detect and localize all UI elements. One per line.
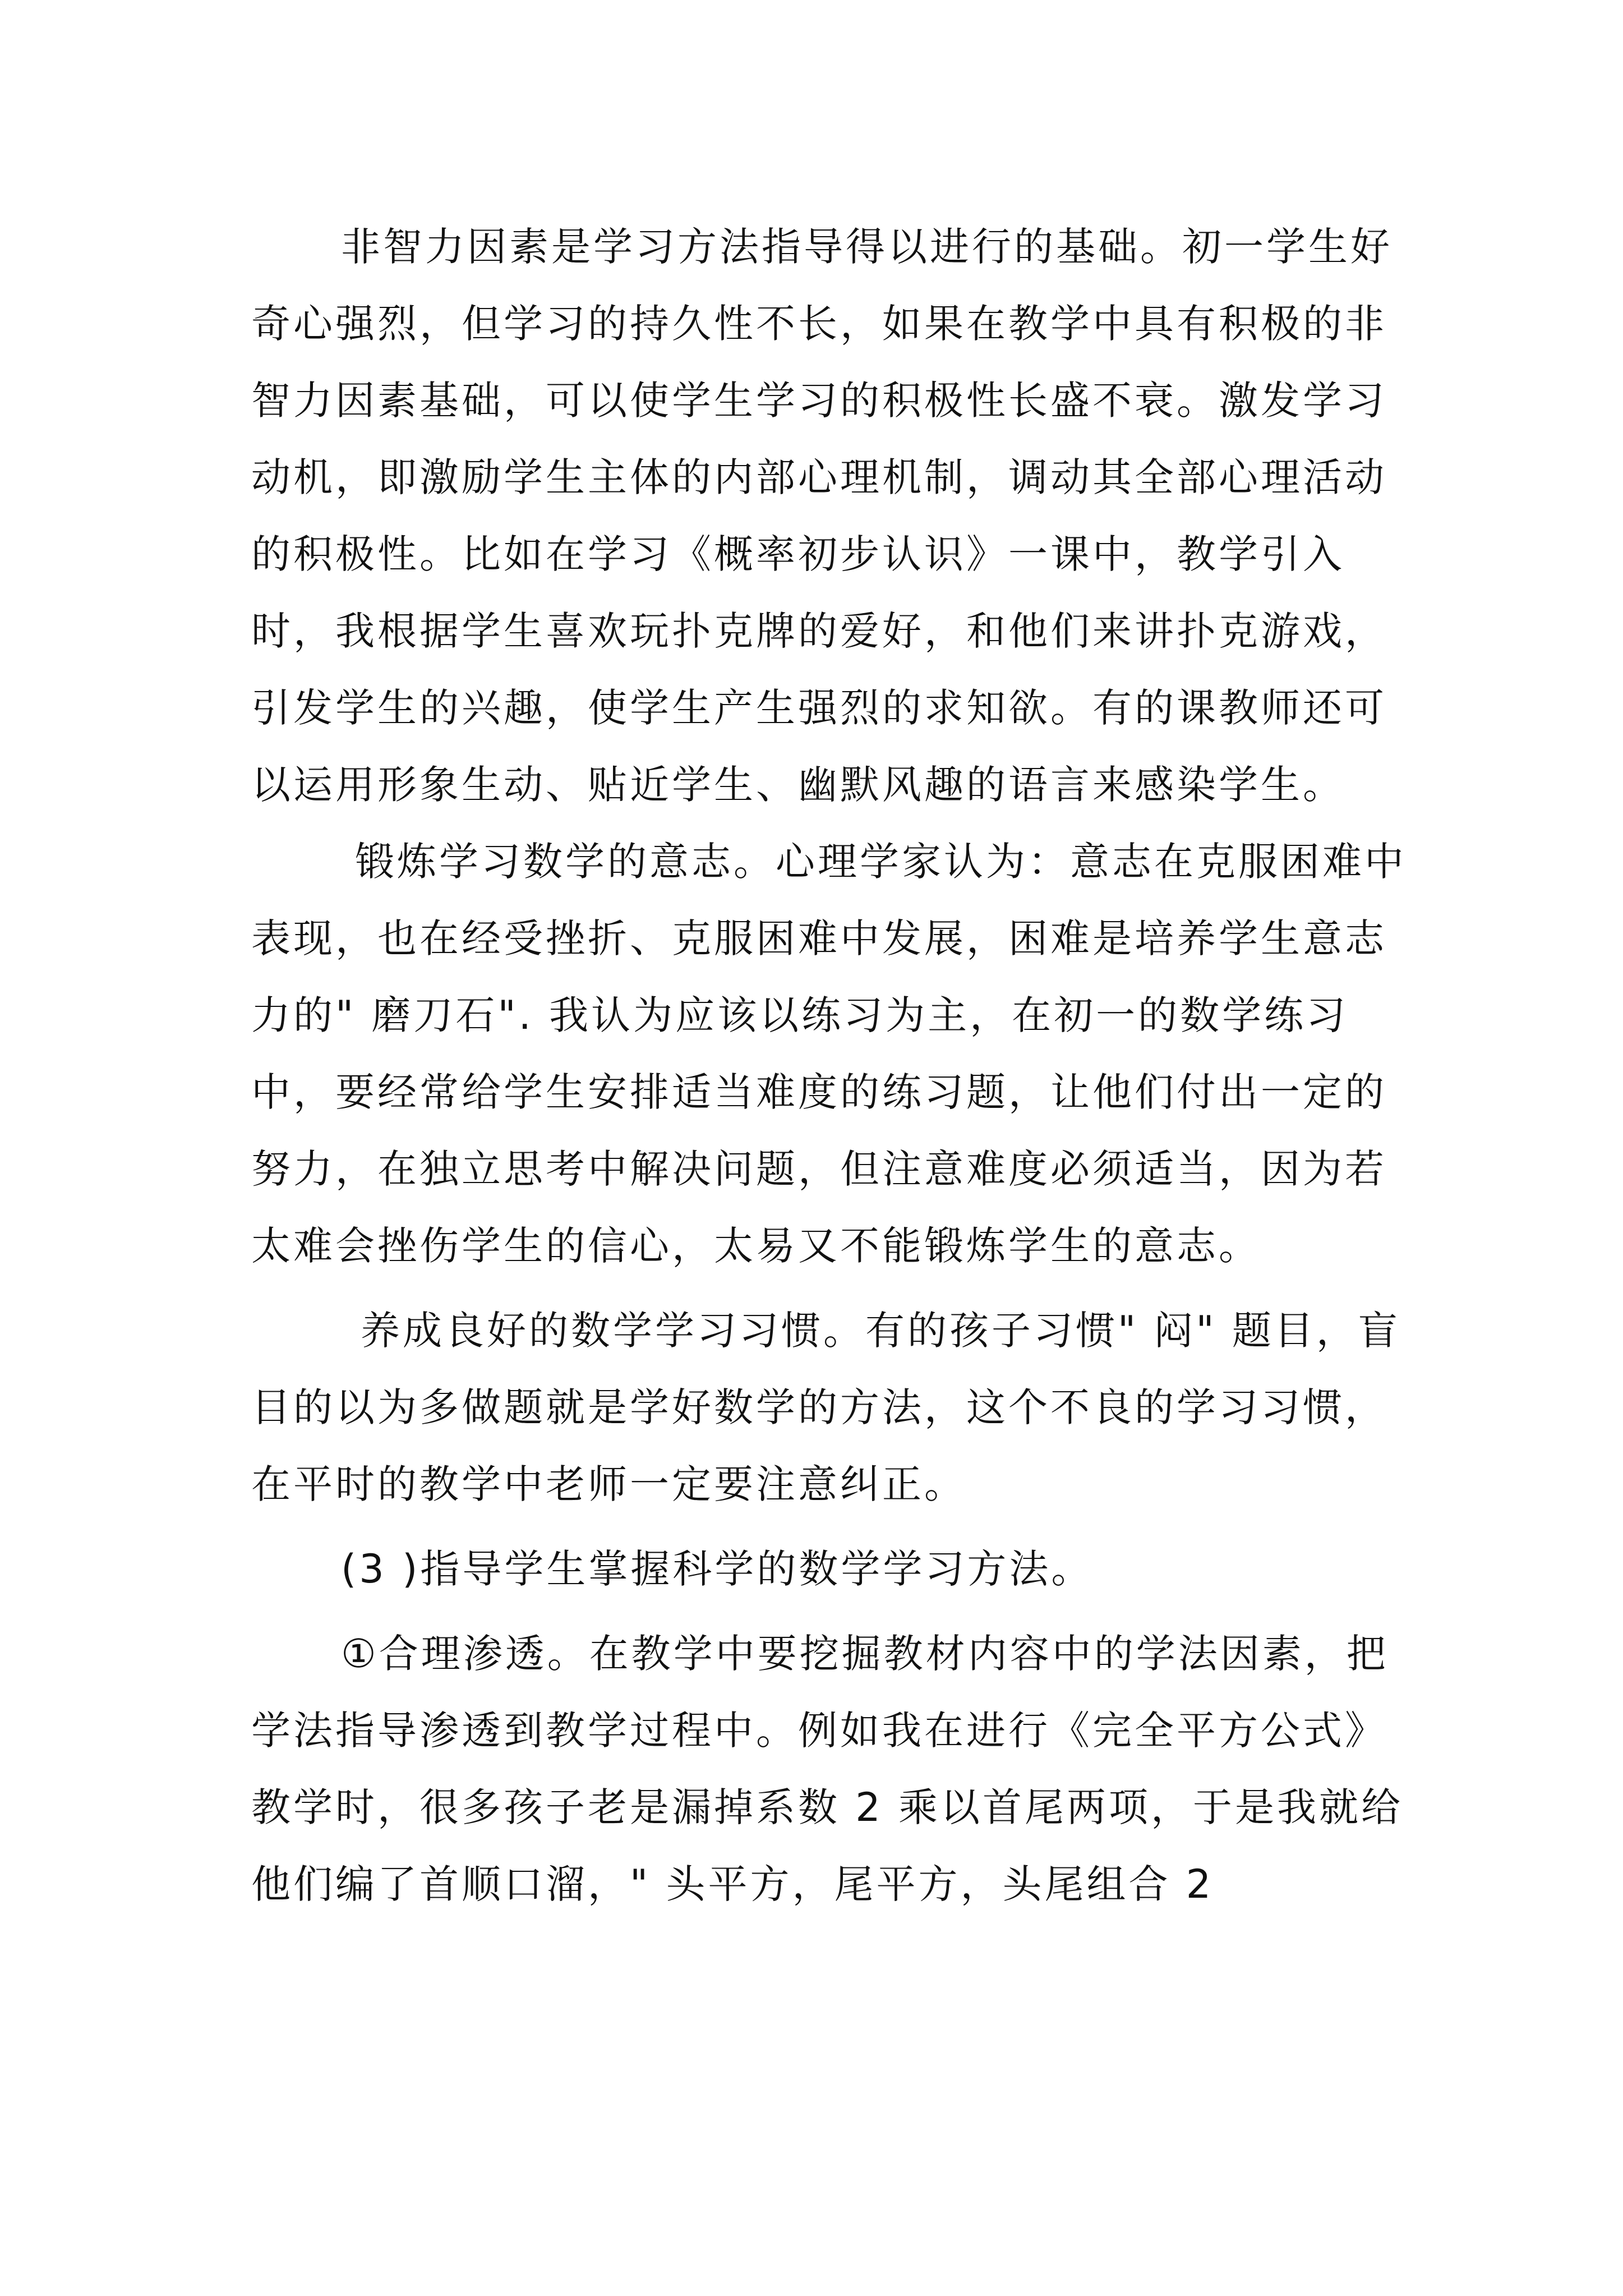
paragraph-willpower-training: 锻炼学习数学的意志。心理学家认为：意志在克服困难中表现，也在经受挫折、克服困难中发展，困难是培养学生意志力的" 磨刀石". 我认为应该以练习为主，在初一的数学练习中，要经常给学生安排适当难度的练习题，让他们付出一定的努力，在独立思考中解决问题，但注意难度必须适当，因为若太难会挫伤学生的信心，太易又不能锻炼学生的意志。 <box>251 839 1407 1269</box>
document-body <box>251 209 1407 1923</box>
paragraph-non-intellectual-factors: 非智力因素是学习方法指导得以进行的基础。初一学生好奇心强烈，但学习的持久性不长，如果在教学中具有积极的非智力因素基础，可以使学生学习的积极性长盛不衰。激发学习动机，即激励学生主体的内部心理机制，调动其全部心理活动的积极性。比如在学习《概率初步认识》一课中，教学引入时，我根据学生喜欢玩扑克牌的爱好，和他们来讲扑克游戏，引发学生的兴趣，使学生产生强烈的求知欲。有的课教师还可以运用形象生动、贴近学生、幽默风趣的语言来感染学生。 <box>251 224 1393 808</box>
paragraph-reasonable-infiltration: ①合理渗透。在教学中要挖掘教材内容中的学法因素，把学法指导渗透到教学过程中。例如我在进行《完全平方公式》教学时，很多孩子老是漏掉系数 2 乘以首尾两项，于是我就给他们编了首顺口溜，" 头平方，尾平方，头尾组合 2 <box>251 1631 1404 1907</box>
paragraph-section-heading-3: (3 )指导学生掌握科学的数学学习方法。 <box>341 1546 1094 1592</box>
paragraph-study-habits: 养成良好的数学学习习惯。有的孩子习惯" 闷" 题目，盲目的以为多做题就是学好数学的方法，这个不良的学习习惯，在平时的教学中老师一定要注意纠正。 <box>251 1308 1400 1507</box>
